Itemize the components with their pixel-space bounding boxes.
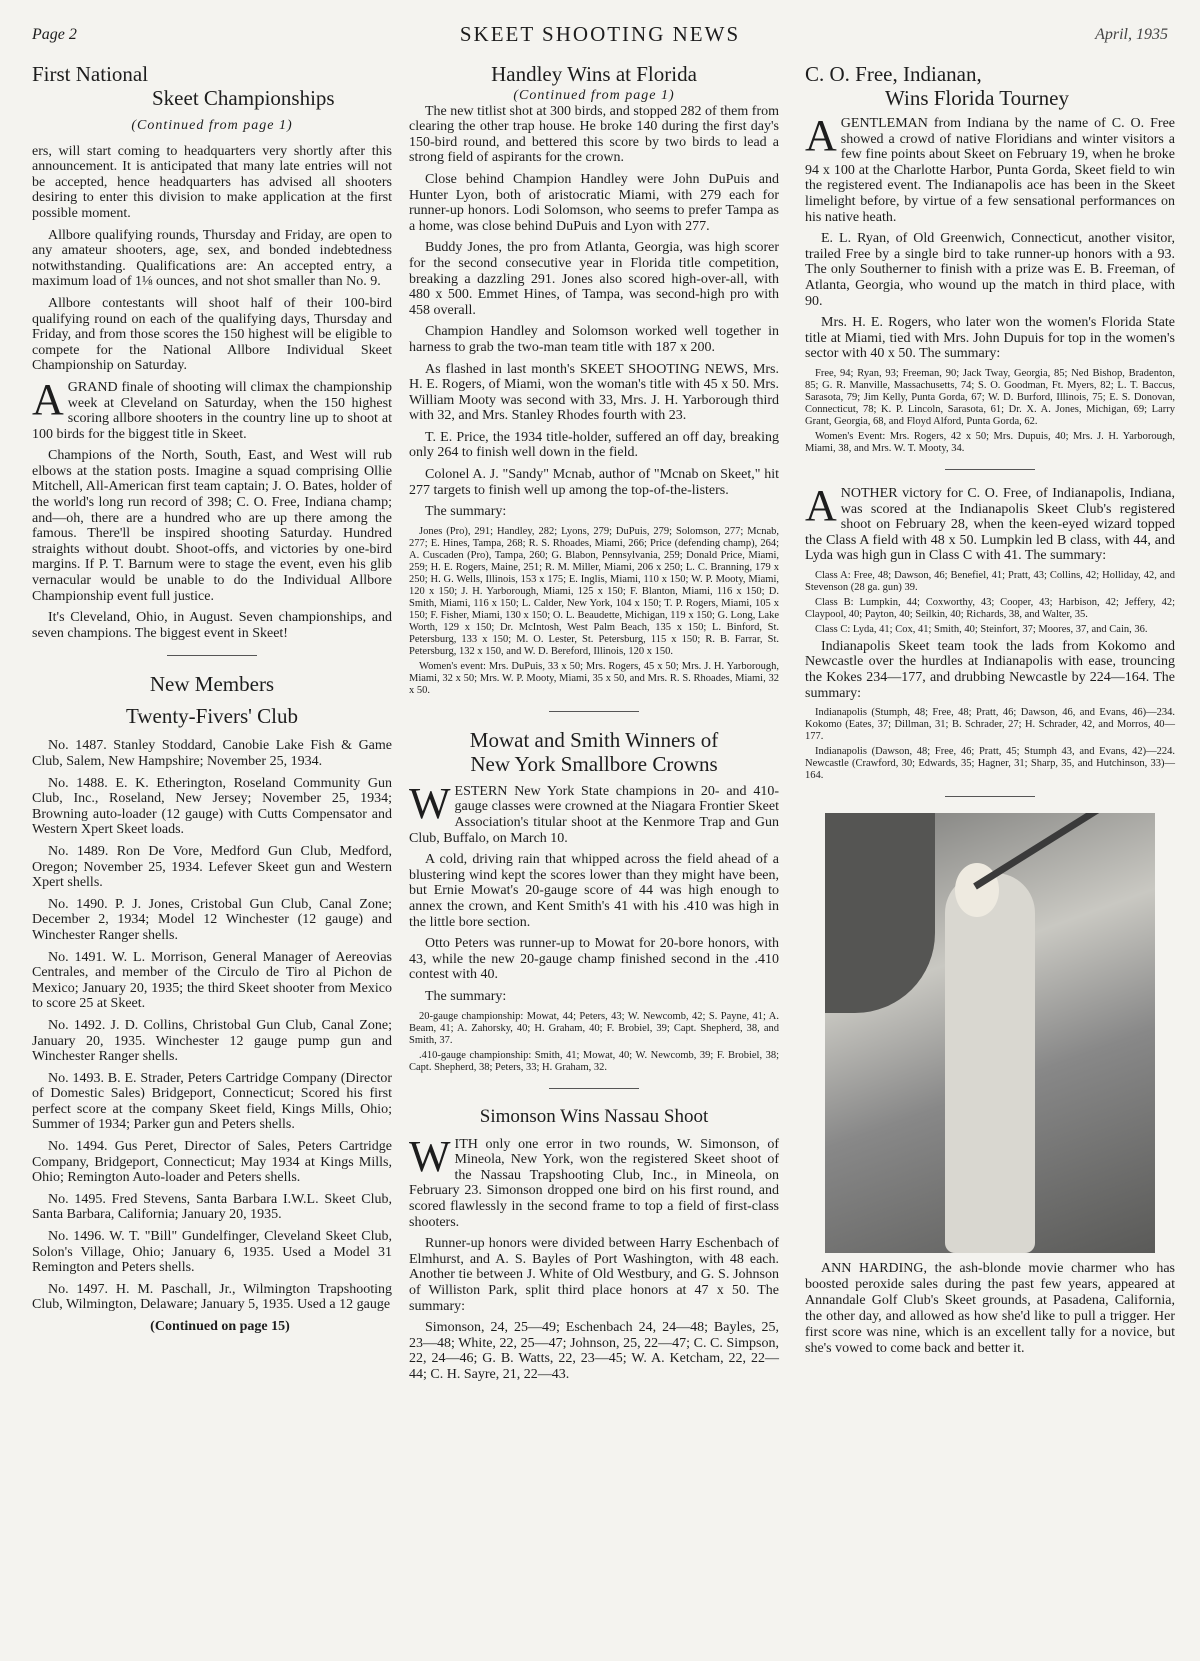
divider: [549, 711, 639, 712]
page-number: Page 2: [32, 26, 77, 43]
member-entry: No. 1496. W. T. "Bill" Gundelfinger, Cleveland Skeet Club, Solon's Village, Ohio; January 6, 1935. Used a Model 31 Remington and Peters shells.: [32, 1229, 392, 1276]
divider: [549, 1088, 639, 1089]
divider: [945, 469, 1035, 470]
article-paragraph: Allbore qualifying rounds, Thursday and Friday, are open to any amateur shooters, age, sex, and bonded indebtedness notwithstanding. Qualifications are: An accepted entry, a maximum load of 1⅛ ounces, and not shot smaller than No. 9.: [32, 227, 392, 290]
continued-note: (Continued from page 1): [513, 88, 675, 103]
article-paragraph: Champion Handley and Solomson worked well together in harness to grab the two-man team title with 187 x 200.: [409, 324, 779, 355]
article-paragraph: It's Cleveland, Ohio, in August. Seven championships, and seven champions. The biggest event in Skeet!: [32, 610, 392, 641]
column-1: [32, 62, 392, 1341]
summary-label: The summary:: [425, 504, 507, 520]
results-summary: Women's Event: Mrs. Rogers, 42 x 50; Mrs. Dupuis, 40; Mrs. J. H. Yarborough, Miami, 38, and Mrs. W. T. Mooty, 34.: [805, 430, 1175, 454]
member-entry: No. 1493. B. E. Strader, Peters Cartridge Company (Director of Domestic Sales) Bridgeport, Connecticut; Scored his first perfect score at the company Skeet field, Kings Mills, Ohio; Summer of 1934; Parker gun and Peters shells.: [32, 1070, 392, 1133]
results-summary: Free, 94; Ryan, 93; Freeman, 90; Jack Tway, Georgia, 85; Ned Bishop, Bradenton, 85; G. R. Manville, Massachusetts, 74; S. O. Goodman, Ft. Myers, 82; L. T. Baccus, Sarasota, 79; Jim Kelly, Punta Gorda, 67; W. D. Burford, Illinois, 75; E. S. Donovan, Connecticut, 78; K. P. Lincoln, Sarasota, 61; Dr. X. A. Jones, Michigan, 69; Larry Grant, Georgia, 68, and Floyd Alford, Punta Gorda, 62.: [805, 367, 1175, 427]
continued-on-note: (Continued on page 15): [150, 1319, 290, 1334]
divider: [945, 796, 1035, 797]
article-paragraph: E. L. Ryan, of Old Greenwich, Connecticut, another visitor, trailed Free by a single bird to take runner-up honors with a 93. The only Southerner to finish with a prize was E. B. Freeman, of Atlanta, Georgia, who wound up the match in third place, with 90.: [805, 231, 1175, 309]
article-paragraph: A cold, driving rain that whipped across the field ahead of a blustering wind kept the scores lower than they might have been, but Ernie Mowat's 20-gauge score of 44 was high enough to annex the crown, and Kent Smith's 41 with his .410 was high in the little bore section.: [409, 852, 779, 930]
article-paragraph: Close behind Champion Handley were John DuPuis and Hunter Lyon, both of aristocratic Miami, with 279 each for runner-up honors. Lodi Solomson, who seems to prefer Tampa as a home, was close behind DuPuis and Lyon with 277.: [409, 171, 779, 234]
member-entry: No. 1497. H. M. Paschall, Jr., Wilmington Trapshooting Club, Wilmington, Delaware; January 5, 1935. Used a 12 gauge: [32, 1281, 392, 1313]
ann-harding-photo: [825, 813, 1155, 1253]
article-paragraph: Champions of the North, South, East, and West will rub elbows at the station posts. Imagine a squad comprising Ollie Mitchell, All-American first team captain; J. O. Bates, holder of the world's long run record of 398; C. O. Free, Indiana champ; and—oh, there are a hundred who are up there among the famous. There'll be inspired shooting Saturday. Hundred straights without doubt. Shoot-offs, and victories by one-bird margins. If P. T. Barnum were to stage the event, even his glib vernacular would be unable to do the Individual Allbore Championship event full justice.: [32, 448, 392, 604]
results-summary: Class C: Lyda, 41; Cox, 41; Smith, 40; Steinfort, 37; Moores, 37, and Cain, 36.: [815, 623, 1148, 635]
member-entry: No. 1492. J. D. Collins, Christobal Gun Club, Canal Zone; January 20, 1935. Winchester 12 gauge pump gun and Winchester Ranger shells.: [32, 1017, 392, 1065]
member-entry: No. 1488. E. K. Etherington, Roseland Community Gun Club, Inc., Roseland, New Jersey; November 25, 1934; Browning auto-loader (12 gauge) with Cutts Compensator and Western Xpert Skeet loads.: [32, 775, 392, 838]
member-entry: No. 1487. Stanley Stoddard, Canobie Lake Fish & Game Club, Salem, New Hampshire; November 25, 1934.: [32, 738, 392, 769]
photo-background-tree: [825, 813, 935, 1013]
article-paragraph: As flashed in last month's SKEET SHOOTING NEWS, Mrs. H. E. Rogers, of Miami, won the woman's title with 45 x 50. Mrs. William Mooty was second with 33, Mrs. J. H. Yarborough third with 32, and Mrs. Stanley Rhodes fourth with 23.: [409, 361, 779, 424]
article-paragraph: Otto Peters was runner-up to Mowat for 20-bore honors, with 43, while the new 20-gauge champ finished second in the .410 contest with 40.: [409, 936, 779, 983]
article-paragraph: Simonson, 24, 25—49; Eschenbach 24, 24—48; Bayles, 25, 23—48; White, 22, 25—47; Johnson, 25, 22—47; C. C. Simpson, 22, 24—46; G. B. Watts, 22, 23—45; W. A. Ketcham, 22, 22—44; C. H. Sayre, 21, 22—43.: [409, 1320, 779, 1382]
column-3: [805, 62, 1175, 1363]
headline-skeet-championships: Skeet Championships: [152, 86, 335, 110]
article-paragraph: Colonel A. J. "Sandy" Mcnab, author of "Mcnab on Skeet," hit 277 targets to finish well up among the top-of-the-listers.: [409, 467, 779, 498]
page-header: [0, 22, 1200, 56]
article-paragraph: AGENTLEMAN from Indiana by the name of C. O. Free showed a crowd of native Floridians and winter visitors a few fine points about Skeet on February 19, when he broke 94 x 100 at the Charlotte Harbor, Punta Gorda, Skeet field to win the registered event. The Indianapolis ace has been in the Skeet limelight before, by virtue of a few sensational performances on his native heath.: [805, 111, 1175, 225]
article-paragraph: Allbore contestants will shoot half of their 100-bird qualifying round on each of the qualifying days, Thursday and Friday, and from those scores the 150 highest will be eligible to compete for the National Allbore Individual Skeet Championship on Saturday.: [32, 295, 392, 374]
article-paragraph: WITH only one error in two rounds, W. Simonson, of Mineola, New York, won the registered Skeet shoot of the Nassau Trapshooting Club, Inc., in Mineola, on February 23. Simonson dropped one bird on his first round, and scored flawlessly in the second frame to top a field of first-class shooters.: [409, 1131, 779, 1230]
member-entry: No. 1489. Ron De Vore, Medford Gun Club, Medford, Oregon; November 25, 1934. Lefever Skeet gun and Western Xpert shells.: [32, 843, 392, 891]
photo-caption: ANN HARDING, the ash-blonde movie charmer who has boosted peroxide sales during the past few years, appeared at Annandale Golf Club's Skeet grounds, at Pasadena, California, the other day, and allowed as how she'd like to pull a trigger. Her first score was nine, which is an excellent tally for a novice, but she's vowed to come back and better it.: [805, 1261, 1175, 1357]
results-summary: Indianapolis (Dawson, 48; Free, 46; Pratt, 45; Stumph 43, and Evans, 42)—224. Newcastle (Crawford, 30; Edwards, 35; Hagner, 31; Sharp, 35, and Hutchinson, 33)—164.: [805, 746, 1175, 782]
results-summary: Class A: Free, 48; Dawson, 46; Benefiel, 41; Pratt, 43; Collins, 42; Holliday, 42, and Stevenson (28 ga. gun) 39.: [805, 569, 1175, 593]
summary-label: The summary:: [425, 988, 507, 1004]
members-list: [32, 738, 392, 1334]
member-entry: No. 1494. Gus Peret, Director of Sales, Peters Cartridge Company, Bridgeport, Connecticut; May 1934 at Kings Mills, Ohio; Remington Auto-loader and Peters shells.: [32, 1139, 392, 1186]
continued-note: (Continued from page 1): [131, 118, 293, 133]
article-paragraph: AGRAND finale of shooting will climax the championship week at Cleveland on Saturday, when the 150 highest scoring allbore shooters in the country line up to shoot at 100 birds for the biggest title in Skeet.: [32, 374, 392, 442]
article-paragraph: Runner-up honors were divided between Harry Eschenbach of Elmhurst, and A. S. Bayles of Port Washington, with 48 each. Another tie between J. White of Old Westbury, and G. S. Johnson of Williston Park, split third place honors at 47 x 50. The summary:: [409, 1236, 779, 1314]
member-entry: No. 1490. P. J. Jones, Cristobal Gun Club, Canal Zone; December 2, 1934; Model 12 Winchester (12 gauge) and Winchester Ranger shells.: [32, 896, 392, 943]
headline-twenty-fivers: Twenty-Fivers' Club: [125, 704, 299, 729]
results-summary: Women's event: Mrs. DuPuis, 33 x 50; Mrs. Rogers, 45 x 50; Mrs. J. H. Yarborough, Miami, 32 x 50; Mrs. W. P. Mooty, Miami, 35 x 50, and Mrs. R. S. Rhoades, Miami, 32 x 50.: [409, 660, 779, 696]
member-entry: No. 1495. Fred Stevens, Santa Barbara I.W.L. Skeet Club, Santa Barbara, California; January 20, 1935.: [32, 1191, 392, 1223]
results-summary: 20-gauge championship: Mowat, 44; Peters, 43; W. Newcomb, 42; S. Payne, 41; A. Beam, 41; A. Zahorsky, 40; H. Graham, 40; F. Brobiel, 39; Capt. Shepherd, 38, and Smith, 37.: [409, 1010, 779, 1046]
masthead: SKEET SHOOTING NEWS: [459, 22, 741, 46]
article-paragraph: Buddy Jones, the pro from Atlanta, Georgia, was high scorer for the second consecutive year in Florida title competition, breaking a dazzling 291. Jones also scored high-over-all, with 480 x 500. Emmet Hines, of Tampa, was second-high pro with 458 overall.: [409, 240, 779, 318]
headline-mowat-smith: Mowat and Smith Winners of: [469, 727, 719, 752]
article-paragraph: T. E. Price, the 1934 title-holder, suffered an off day, breaking only 264 to finish well down in the field.: [409, 429, 779, 461]
headline-new-members: New Members: [149, 672, 275, 697]
headline-handley: Handley Wins at Florida: [491, 62, 697, 86]
article-paragraph: ANOTHER victory for C. O. Free, of Indianapolis, Indiana, was scored at the Indianapolis Skeet Club's registered shoot on February 28, when the keen-eyed wizard topped the Class A field with 48 x 50. Lumpkin led B class, with 44, and Lyda was high gun in Class C with 41. The summary:: [805, 480, 1175, 564]
results-summary: Class B: Lumpkin, 44; Coxworthy, 43; Cooper, 43; Harbison, 42; Jeffery, 42; Claypool, 40; Payton, 40; Seilkin, 40; Richards, 38, and Walter, 35.: [805, 596, 1175, 620]
member-entry: No. 1491. W. L. Morrison, General Manager of Aereovias Centrales, and member of the Circulo de Tiro al Pichon de Mexico; January 20, 1935; the third Skeet shooter from Mexico to score 25 at Skeet.: [32, 949, 392, 1012]
results-summary: Jones (Pro), 291; Handley, 282; Lyons, 279; DuPuis, 279; Solomson, 277; Mcnab, 277; E. Hines, Tampa, 268; R. S. Rhoades, Miami, 266; Price (defending champ), 264; A. Cuscaden (Pro), Tampa, 260; G. Blabon, Pennsylvania, 259; Donald Price, Miami, 259; H. E. Rogers, Maine, 251; R. M. Miller, Miami, 206 x 250; L. C. Branning, 179 x 250; H. G. Wells, Illinois, 153 x 175; E. Inglis, Miami, 110 x 150; W. P. Mooty, Miami, 120 x 150; J. H. Yarborough, Miami, 125 x 150; F. Blanton, Miami, 116 x 150; D. Smith, Miami, 116 x 150; L. Calder, New York, 104 x 150; T. P. Rogers, Miami, 105 x 150; F. Fisher, Miami, 130 x 150; O. L. Beaudette, Michigan, 119 x 150; G. Long, Lake Worth, 129 x 150; Dr. McIntosh, West Palm Beach, 135 x 150; L. Binford, St. Petersburg, 133 x 150; M. O. Lester, St. Petersburg, 115 x 150; R. B. Farrar, St. Petersburg, 132 x 150, and W. D. Bereford, Illinois, 120 x 150.: [409, 525, 779, 657]
article-paragraph: WESTERN New York State champions in 20- and 410-gauge classes were crowned at the Niagara Frontier Skeet Association's titular shoot at the Kenmore Trap and Gun Club, Buffalo, on March 10.: [409, 778, 779, 846]
headline-wins-florida: Wins Florida Tourney: [885, 86, 1069, 110]
headline-simonson: Simonson Wins Nassau Shoot: [479, 1105, 709, 1127]
article-paragraph: Mrs. H. E. Rogers, who later won the women's Florida State title at Miami, tied with Mrs. John Dupuis for top in the women's sector with 40 x 50. The summary:: [805, 315, 1175, 362]
divider: [167, 655, 257, 656]
article-paragraph: ers, will start coming to headquarters very shortly after this announcement. It is anticipated that many late entries will not be accepted, hence headquarters has advised all shooters desiring to enter this division to make application at the first possible moment.: [32, 143, 392, 221]
issue-date: April, 1935: [1095, 26, 1168, 43]
article-paragraph: The new titlist shot at 300 birds, and stopped 282 of them from clearing the other trap house. He broke 140 during the first day's 150-bird round, and bettered this score by two birds to lead a strong field of aspirants for the crown.: [409, 103, 779, 166]
results-summary: Indianapolis (Stumph, 48; Free, 48; Pratt, 46; Dawson, 46, and Evans, 46)—234. Kokomo (Eates, 37; Dillman, 31; B. Schrader, 27; H. Schrader, 42, and Morros, 40—177.: [805, 707, 1175, 743]
article-paragraph: Indianapolis Skeet team took the lads from Kokomo and Newcastle over the hurdles at Indianapolis with ease, trouncing the Kokes 234—177, and drubbing Newcastle by 224—164. The summary:: [805, 638, 1175, 701]
column-2: [409, 62, 779, 1388]
headline-smallbore-crowns: New York Smallbore Crowns: [470, 751, 718, 776]
photo-figure: [945, 873, 1035, 1253]
headline-first-national: First National: [32, 62, 149, 86]
results-summary: .410-gauge championship: Smith, 41; Mowat, 40; W. Newcomb, 39; F. Brobiel, 38; Capt. Shepherd, 38; Peters, 33; H. Graham, 32.: [409, 1049, 779, 1073]
headline-free-indianan: C. O. Free, Indianan,: [805, 62, 982, 86]
